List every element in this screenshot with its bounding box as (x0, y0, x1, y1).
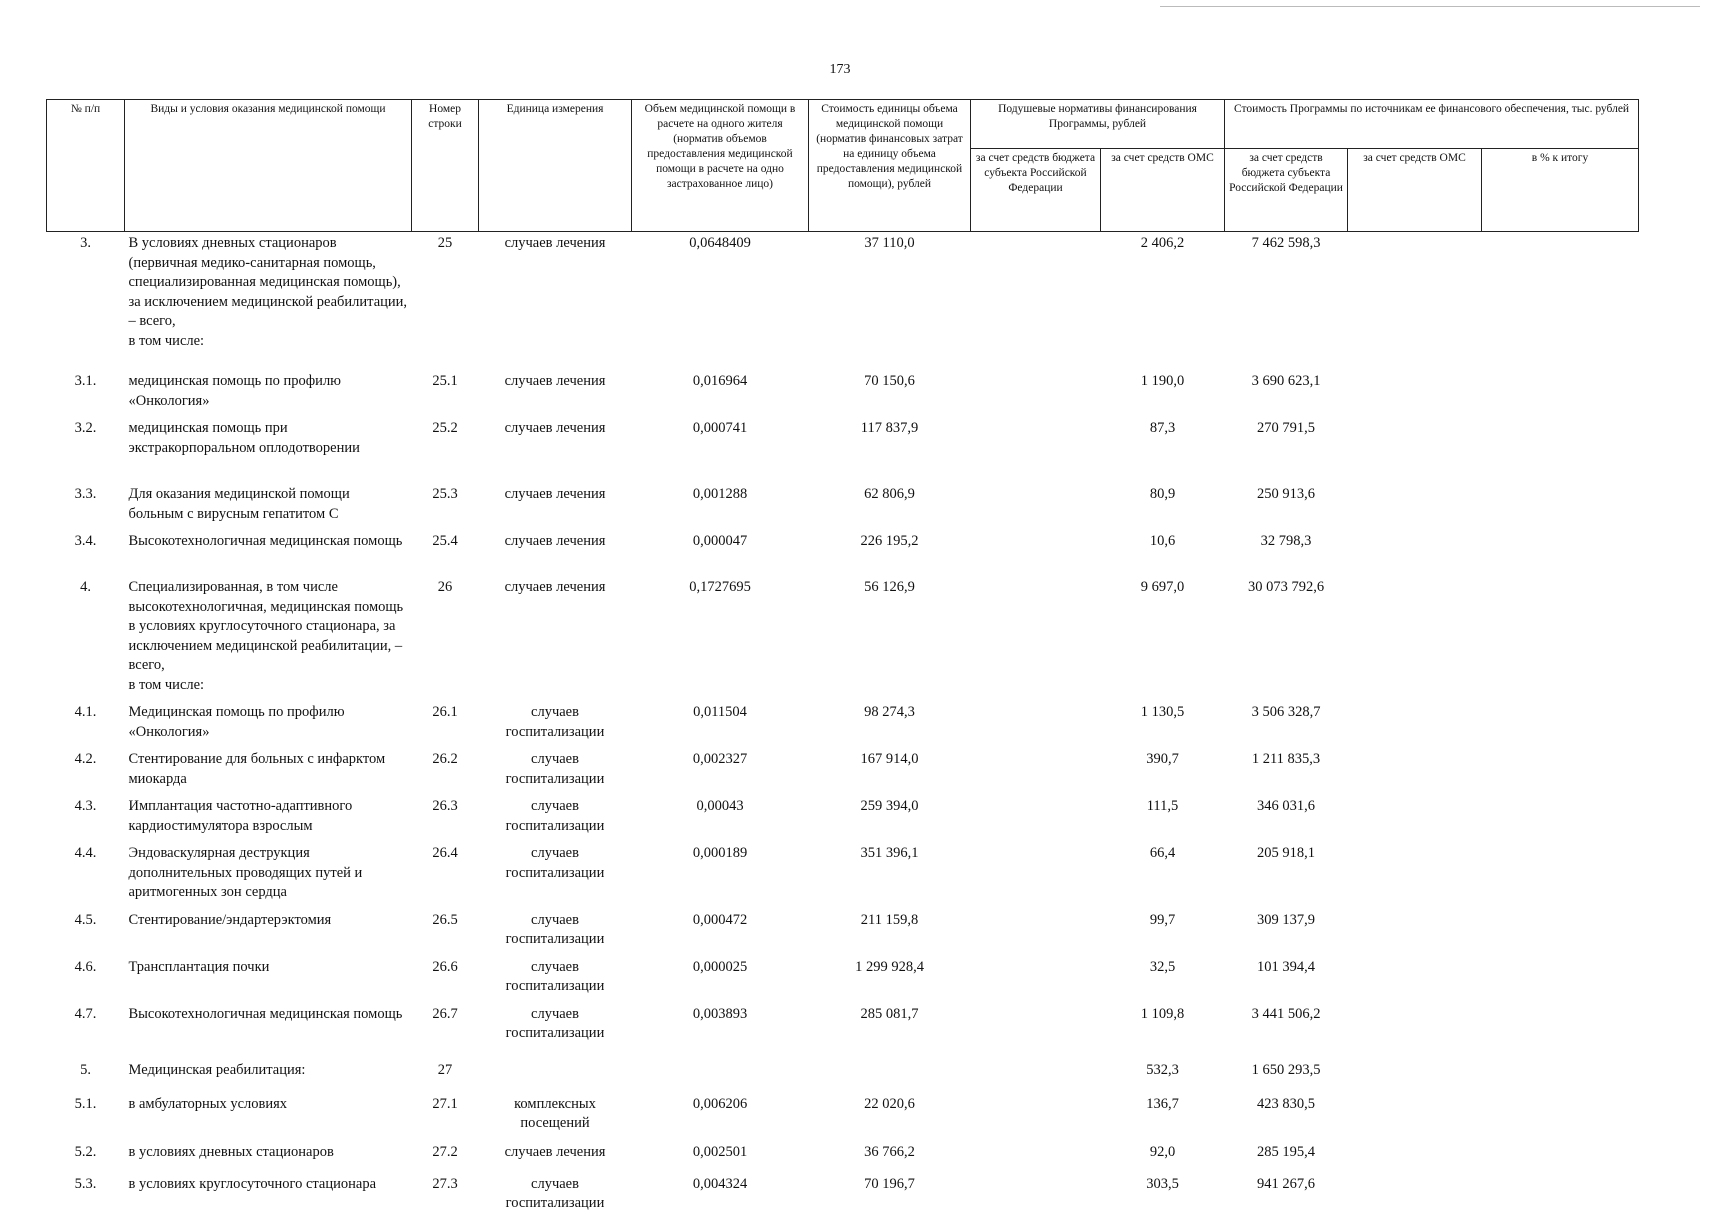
cell-row-number: 27 (437, 1061, 453, 1078)
cell-volume: 0,0648409 (689, 235, 751, 251)
header-per-capita-group: Подушевые нормативы финансирования Программы, рублей (971, 100, 1225, 149)
cell-total-oms (1348, 232, 1482, 370)
cell-percap-oms: 303,5 (1146, 1175, 1179, 1192)
cell-volume: 0,004324 (692, 1175, 748, 1192)
cell-percap-oms: 92,0 (1149, 1143, 1176, 1160)
cell-unit: случаев госпитализации (505, 1005, 605, 1041)
cell-percent (1482, 1172, 1639, 1220)
cell-volume: 0,006206 (692, 1095, 748, 1112)
cell-num: 3.3. (74, 486, 97, 502)
cell-unit-cost: 22 020,6 (864, 1095, 915, 1112)
cell-unit-cost: 351 396,1 (860, 845, 919, 861)
cell-name: Стентирование/эндартерэктомия (128, 911, 332, 928)
cell-unit-cost: 211 159,8 (860, 911, 919, 928)
cell-percap-budget (971, 747, 1101, 794)
cell-percent (1482, 1002, 1639, 1058)
cell-percap-oms: 390,7 (1146, 751, 1179, 767)
cell-percap-budget (971, 1140, 1101, 1172)
cell-total-budget: 250 913,6 (1257, 486, 1316, 502)
cell-total-oms (1348, 575, 1482, 700)
cell-percap-budget (971, 369, 1101, 416)
cell-percent (1482, 1140, 1639, 1172)
program-cost-table (46, 99, 1639, 1220)
cell-percent (1482, 232, 1639, 370)
cell-percap-budget (971, 700, 1101, 747)
cell-percap-budget (971, 841, 1101, 908)
document-table-wrapper (46, 99, 1638, 1220)
cell-unit-cost: 70 196,7 (864, 1175, 915, 1192)
header-row-number: Номер строки (412, 100, 479, 232)
cell-unit: случаев лечения (504, 235, 606, 251)
cell-name: Эндоваскулярная деструкция дополнительных проводящих путей и аритмогенных зон сердца (128, 845, 363, 900)
cell-percap-oms: 2 406,2 (1140, 235, 1185, 251)
cell-name: Высокотехнологичная медицинская помощь (128, 1005, 403, 1022)
cell-num: 3.1. (74, 373, 97, 389)
cell-percap-budget (971, 575, 1101, 700)
cell-total-budget: 1 650 293,5 (1251, 1061, 1321, 1078)
cell-row-number: 26.6 (432, 958, 458, 975)
cell-num: 4.5. (74, 911, 97, 928)
cell-volume: 0,000472 (692, 911, 748, 928)
cell-unit-cost: 62 806,9 (864, 486, 915, 502)
header-unit-cost: Стоимость единицы объема медицинской помощи (норматив финансовых затрат на единицу объема предоставления медицинской помощи), рублей (809, 100, 971, 232)
cell-name: в условиях дневных стационаров (128, 1143, 334, 1160)
cell-name: медицинская помощь по профилю «Онкология» (128, 373, 342, 409)
cell-row-number: 25.4 (432, 533, 458, 549)
cell-percent (1482, 700, 1639, 747)
cell-row-number: 26.7 (432, 1005, 458, 1022)
cell-num: 4.6. (74, 958, 97, 975)
table-row (47, 700, 1639, 747)
cell-row-number: 27.2 (432, 1143, 458, 1160)
cell-percent (1482, 908, 1639, 955)
table-row (47, 841, 1639, 908)
cell-total-budget: 346 031,6 (1257, 798, 1316, 814)
cell-percap-budget (971, 955, 1101, 1002)
cell-num: 4.4. (74, 845, 97, 861)
cell-unit-cost: 167 914,0 (860, 751, 919, 767)
cell-percap-oms: 1 190,0 (1140, 373, 1185, 389)
cell-percap-oms: 532,3 (1146, 1061, 1179, 1078)
cell-num: 3.4. (74, 533, 97, 549)
table-row (47, 575, 1639, 700)
table-header (47, 100, 1639, 232)
cell-total-oms (1348, 955, 1482, 1002)
cell-percent (1482, 575, 1639, 700)
cell-name: Специализированная, в том числе высокотехнологичная, медицинская помощь в условиях круглосуточного стационара, за исключением медицинской реабилитации, – всего, в том числе: (128, 579, 404, 693)
cell-total-oms (1348, 747, 1482, 794)
cell-volume (632, 1058, 809, 1092)
cell-unit-cost: 1 299 928,4 (855, 958, 924, 975)
cell-percent (1482, 955, 1639, 1002)
cell-percap-budget (971, 1002, 1101, 1058)
cell-unit: случаев лечения (504, 579, 606, 595)
cell-percap-budget (971, 794, 1101, 841)
table-row (47, 416, 1639, 482)
cell-name: Стентирование для больных с инфарктом миокарда (128, 751, 386, 787)
cell-unit: случаев лечения (504, 533, 606, 549)
cell-total-budget: 3 441 506,2 (1251, 1005, 1321, 1022)
cell-total-budget: 309 137,9 (1257, 911, 1316, 928)
cell-unit-cost: 56 126,9 (864, 579, 915, 595)
cell-percap-oms: 9 697,0 (1140, 579, 1185, 595)
cell-row-number: 26.1 (432, 704, 458, 720)
cell-unit-cost (809, 1058, 971, 1092)
cell-total-oms (1348, 794, 1482, 841)
cell-total-budget: 3 506 328,7 (1251, 704, 1321, 720)
cell-num: 4.7. (74, 1005, 97, 1022)
cell-num: 5.1. (74, 1095, 97, 1112)
header-total-oms: за счет средств ОМС (1348, 149, 1482, 232)
cell-unit-cost: 37 110,0 (864, 235, 915, 251)
table-row (47, 1092, 1639, 1140)
cell-total-budget: 7 462 598,3 (1251, 235, 1321, 251)
cell-percap-oms: 1 130,5 (1140, 704, 1185, 720)
cell-total-oms (1348, 1172, 1482, 1220)
cell-volume: 0,001288 (692, 486, 748, 502)
table-row (47, 369, 1639, 416)
cell-volume: 0,003893 (692, 1005, 748, 1022)
cell-name: в условиях круглосуточного стационара (128, 1175, 377, 1192)
cell-total-budget: 3 690 623,1 (1251, 373, 1321, 389)
cell-total-oms (1348, 908, 1482, 955)
cell-num: 5. (80, 1061, 91, 1078)
cell-total-budget: 205 918,1 (1257, 845, 1316, 861)
cell-percent (1482, 1058, 1639, 1092)
header-total-cost-group: Стоимость Программы по источникам ее финансового обеспечения, тыс. рублей (1225, 100, 1639, 149)
cell-unit: случаев лечения (504, 486, 606, 502)
cell-percent (1482, 482, 1639, 529)
cell-name: Трансплантация почки (128, 958, 270, 975)
cell-num: 5.3. (74, 1175, 97, 1192)
cell-total-oms (1348, 482, 1482, 529)
table-row (47, 482, 1639, 529)
cell-unit-cost: 117 837,9 (860, 420, 919, 436)
cell-volume: 0,000047 (692, 533, 748, 549)
cell-percap-oms: 1 109,8 (1140, 1005, 1185, 1022)
cell-unit: случаев госпитализации (505, 1175, 605, 1211)
cell-percap-oms: 136,7 (1146, 1095, 1179, 1112)
cell-name: В условиях дневных стационаров (первичная медико-санитарная помощь, специализированная медицинская помощь), за исключением медицинской реабилитации, – всего, в том числе: (128, 235, 408, 349)
cell-name: медицинская помощь при экстракорпоральном оплодотворении (128, 420, 360, 456)
cell-row-number: 25.2 (432, 420, 458, 436)
cell-num: 4.2. (74, 751, 97, 767)
table-row (47, 1140, 1639, 1172)
cell-total-oms (1348, 1002, 1482, 1058)
cell-unit-cost: 285 081,7 (860, 1005, 919, 1022)
cell-name: в амбулаторных условиях (128, 1095, 288, 1112)
header-percent: в % к итогу (1482, 149, 1639, 232)
cell-percent (1482, 841, 1639, 908)
cell-total-oms (1348, 1058, 1482, 1092)
cell-percap-oms: 80,9 (1149, 486, 1176, 502)
cell-row-number: 27.1 (432, 1095, 458, 1112)
header-total-budget: за счет средств бюджета субъекта Российской Федерации (1225, 149, 1348, 232)
cell-percap-oms: 99,7 (1149, 911, 1176, 928)
cell-percap-oms: 87,3 (1149, 420, 1176, 436)
cell-percap-budget (971, 1172, 1101, 1220)
cell-percap-budget (971, 416, 1101, 482)
cell-volume: 0,00043 (696, 798, 744, 814)
table-row (47, 232, 1639, 370)
cell-volume: 0,011504 (693, 704, 747, 720)
header-percap-budget: за счет средств бюджета субъекта Российской Федерации (971, 149, 1101, 232)
cell-percap-oms: 111,5 (1146, 798, 1179, 814)
cell-percent (1482, 747, 1639, 794)
cell-total-oms (1348, 841, 1482, 908)
cell-total-budget: 1 211 835,3 (1251, 751, 1321, 767)
cell-unit: случаев госпитализации (505, 704, 605, 740)
cell-unit-cost: 70 150,6 (864, 373, 915, 389)
cell-percap-budget (971, 482, 1101, 529)
cell-volume: 0,000025 (692, 958, 748, 975)
cell-percap-budget (971, 529, 1101, 575)
cell-total-oms (1348, 1140, 1482, 1172)
cell-name: Высокотехнологичная медицинская помощь (128, 533, 403, 549)
cell-volume: 0,002327 (692, 751, 748, 767)
table-body (47, 232, 1639, 1220)
table-row (47, 747, 1639, 794)
cell-volume: 0,000189 (692, 845, 748, 861)
cell-row-number: 25 (437, 235, 453, 251)
cell-unit-cost: 36 766,2 (864, 1143, 915, 1160)
cell-unit-cost: 226 195,2 (860, 533, 919, 549)
cell-unit: случаев госпитализации (505, 798, 605, 834)
cell-name: Медицинская помощь по профилю «Онкология» (128, 704, 345, 740)
cell-percap-budget (971, 1092, 1101, 1140)
cell-volume: 0,002501 (692, 1143, 748, 1160)
cell-percap-budget (971, 232, 1101, 370)
cell-row-number: 26 (437, 579, 453, 595)
cell-total-oms (1348, 416, 1482, 482)
cell-row-number: 26.4 (432, 845, 458, 861)
cell-unit: случаев лечения (504, 420, 606, 436)
table-row (47, 1058, 1639, 1092)
header-unit: Единица измерения (479, 100, 632, 232)
cell-total-oms (1348, 529, 1482, 575)
cell-row-number: 26.2 (432, 751, 458, 767)
cell-row-number: 27.3 (432, 1175, 458, 1192)
cell-name: Имплантация частотно-адаптивного кардиостимулятора взрослым (128, 798, 353, 834)
cell-percent (1482, 794, 1639, 841)
cell-percent (1482, 416, 1639, 482)
cell-unit: случаев госпитализации (505, 911, 605, 947)
cell-row-number: 25.1 (432, 373, 458, 389)
cell-volume: 0,1727695 (689, 579, 751, 595)
cell-row-number: 25.3 (432, 486, 458, 502)
cell-num: 3.2. (74, 420, 97, 436)
header-percap-oms: за счет средств ОМС (1101, 149, 1225, 232)
cell-total-budget: 101 394,4 (1257, 958, 1316, 975)
cell-unit: комплексных посещений (514, 1095, 596, 1131)
cell-unit (479, 1058, 632, 1092)
cell-total-budget: 30 073 792,6 (1247, 579, 1325, 595)
scan-edge-line (1160, 6, 1700, 7)
table-row (47, 794, 1639, 841)
cell-unit: случаев госпитализации (505, 958, 605, 994)
header-num: № п/п (47, 100, 125, 232)
header-volume: Объем медицинской помощи в расчете на одного жителя (норматив объемов предоставления медицинской помощи в расчете на одно застрахованное лицо) (632, 100, 809, 232)
cell-total-oms (1348, 700, 1482, 747)
cell-percap-budget (971, 908, 1101, 955)
cell-percap-budget (971, 1058, 1101, 1092)
cell-total-budget: 423 830,5 (1257, 1095, 1316, 1112)
cell-num: 4.1. (74, 704, 97, 720)
cell-total-budget: 285 195,4 (1257, 1143, 1316, 1160)
cell-percent (1482, 1092, 1639, 1140)
header-name: Виды и условия оказания медицинской помощи (125, 100, 412, 232)
cell-num: 3. (80, 235, 91, 251)
cell-name: Медицинская реабилитация: (128, 1061, 306, 1078)
cell-num: 4.3. (74, 798, 97, 814)
cell-unit-cost: 259 394,0 (860, 798, 919, 814)
cell-unit: случаев госпитализации (505, 751, 605, 787)
cell-total-budget: 941 267,6 (1257, 1175, 1316, 1192)
cell-unit: случаев лечения (504, 373, 606, 389)
cell-volume: 0,000741 (692, 420, 748, 436)
cell-unit: случаев госпитализации (505, 845, 605, 881)
table-row (47, 955, 1639, 1002)
table-row (47, 529, 1639, 575)
cell-unit-cost: 98 274,3 (864, 704, 915, 720)
cell-percap-oms: 10,6 (1149, 533, 1176, 549)
cell-percent (1482, 529, 1639, 575)
cell-percap-oms: 32,5 (1149, 958, 1176, 975)
cell-percent (1482, 369, 1639, 416)
page-number: 173 (829, 62, 851, 77)
cell-volume: 0,016964 (692, 373, 748, 389)
cell-row-number: 26.3 (432, 798, 458, 814)
table-row (47, 908, 1639, 955)
table-row (47, 1002, 1639, 1058)
cell-num: 4. (80, 579, 91, 595)
cell-percap-oms: 66,4 (1149, 845, 1176, 861)
cell-num: 5.2. (74, 1143, 97, 1160)
cell-unit: случаев лечения (504, 1143, 606, 1160)
cell-total-oms (1348, 1092, 1482, 1140)
cell-name: Для оказания медицинской помощи больным с вирусным гепатитом С (128, 486, 350, 522)
cell-row-number: 26.5 (432, 911, 458, 928)
cell-total-budget: 32 798,3 (1260, 533, 1312, 549)
cell-total-budget: 270 791,5 (1257, 420, 1316, 436)
cell-total-oms (1348, 369, 1482, 416)
table-row (47, 1172, 1639, 1220)
